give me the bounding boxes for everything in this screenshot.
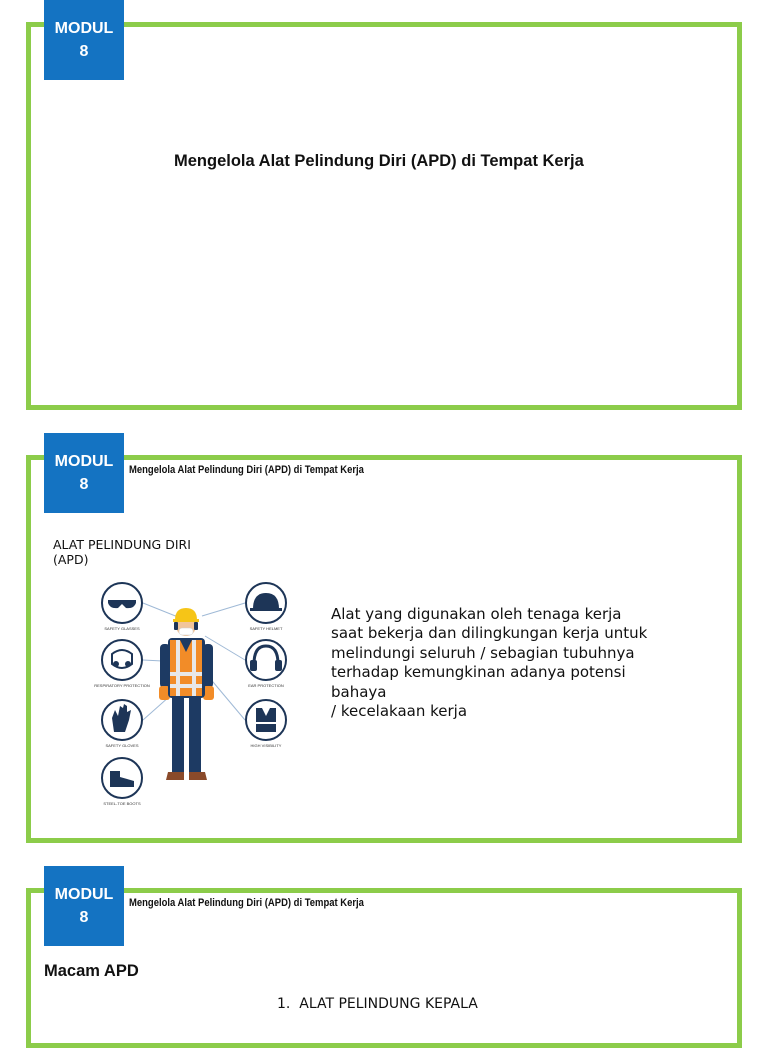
slide-header: Mengelola Alat Pelindung Diri (APD) di Tempat Kerja [129, 464, 364, 476]
modul-badge: MODUL 8 [44, 433, 124, 513]
respirator-icon [102, 640, 142, 680]
slide-header: Mengelola Alat Pelindung Diri (APD) di Tempat Kerja [129, 897, 364, 909]
label-ear-protection: EAR PROTECTION [248, 683, 284, 688]
ppe-illustration [90, 576, 295, 816]
label-safety-helmet: SAFETY HELMET [249, 626, 283, 631]
section-heading: Macam APD [44, 962, 139, 980]
slide-title: Mengelola Alat Pelindung Diri (APD) di Tempat Kerja [174, 152, 584, 170]
slide-1 [26, 22, 742, 410]
list-item: 1. ALAT PELINDUNG KEPALA [277, 996, 478, 1012]
safety-glasses-icon [102, 583, 142, 623]
apd-label: ALAT PELINDUNG DIRI (APD) [53, 537, 191, 567]
label-safety-gloves: SAFETY GLOVES [105, 743, 139, 748]
modul-badge: MODUL 8 [44, 866, 124, 946]
label-steel-toe-boots: STEEL-TOE BOOTS [103, 801, 141, 806]
helmet-icon [246, 583, 286, 623]
ear-protection-icon [246, 640, 286, 680]
modul-badge: MODUL 8 [44, 0, 124, 80]
label-respiratory: RESPIRATORY PROTECTION [94, 683, 150, 688]
hi-vis-vest-icon [246, 700, 286, 740]
gloves-icon [102, 700, 142, 740]
worker-figure [159, 608, 214, 780]
boots-icon [102, 758, 142, 798]
label-safety-glasses: SAFETY GLASSES [104, 626, 140, 631]
label-high-visibility: HIGH VISIBILITY [250, 743, 282, 748]
apd-definition: Alat yang digunakan oleh tenaga kerja saat bekerja dan dilingkungan kerja untuk melindungi seluruh / sebagian tubuhnya terhadap kemungkinan adanya potensi bahaya / kecelakaan kerja [331, 605, 648, 721]
